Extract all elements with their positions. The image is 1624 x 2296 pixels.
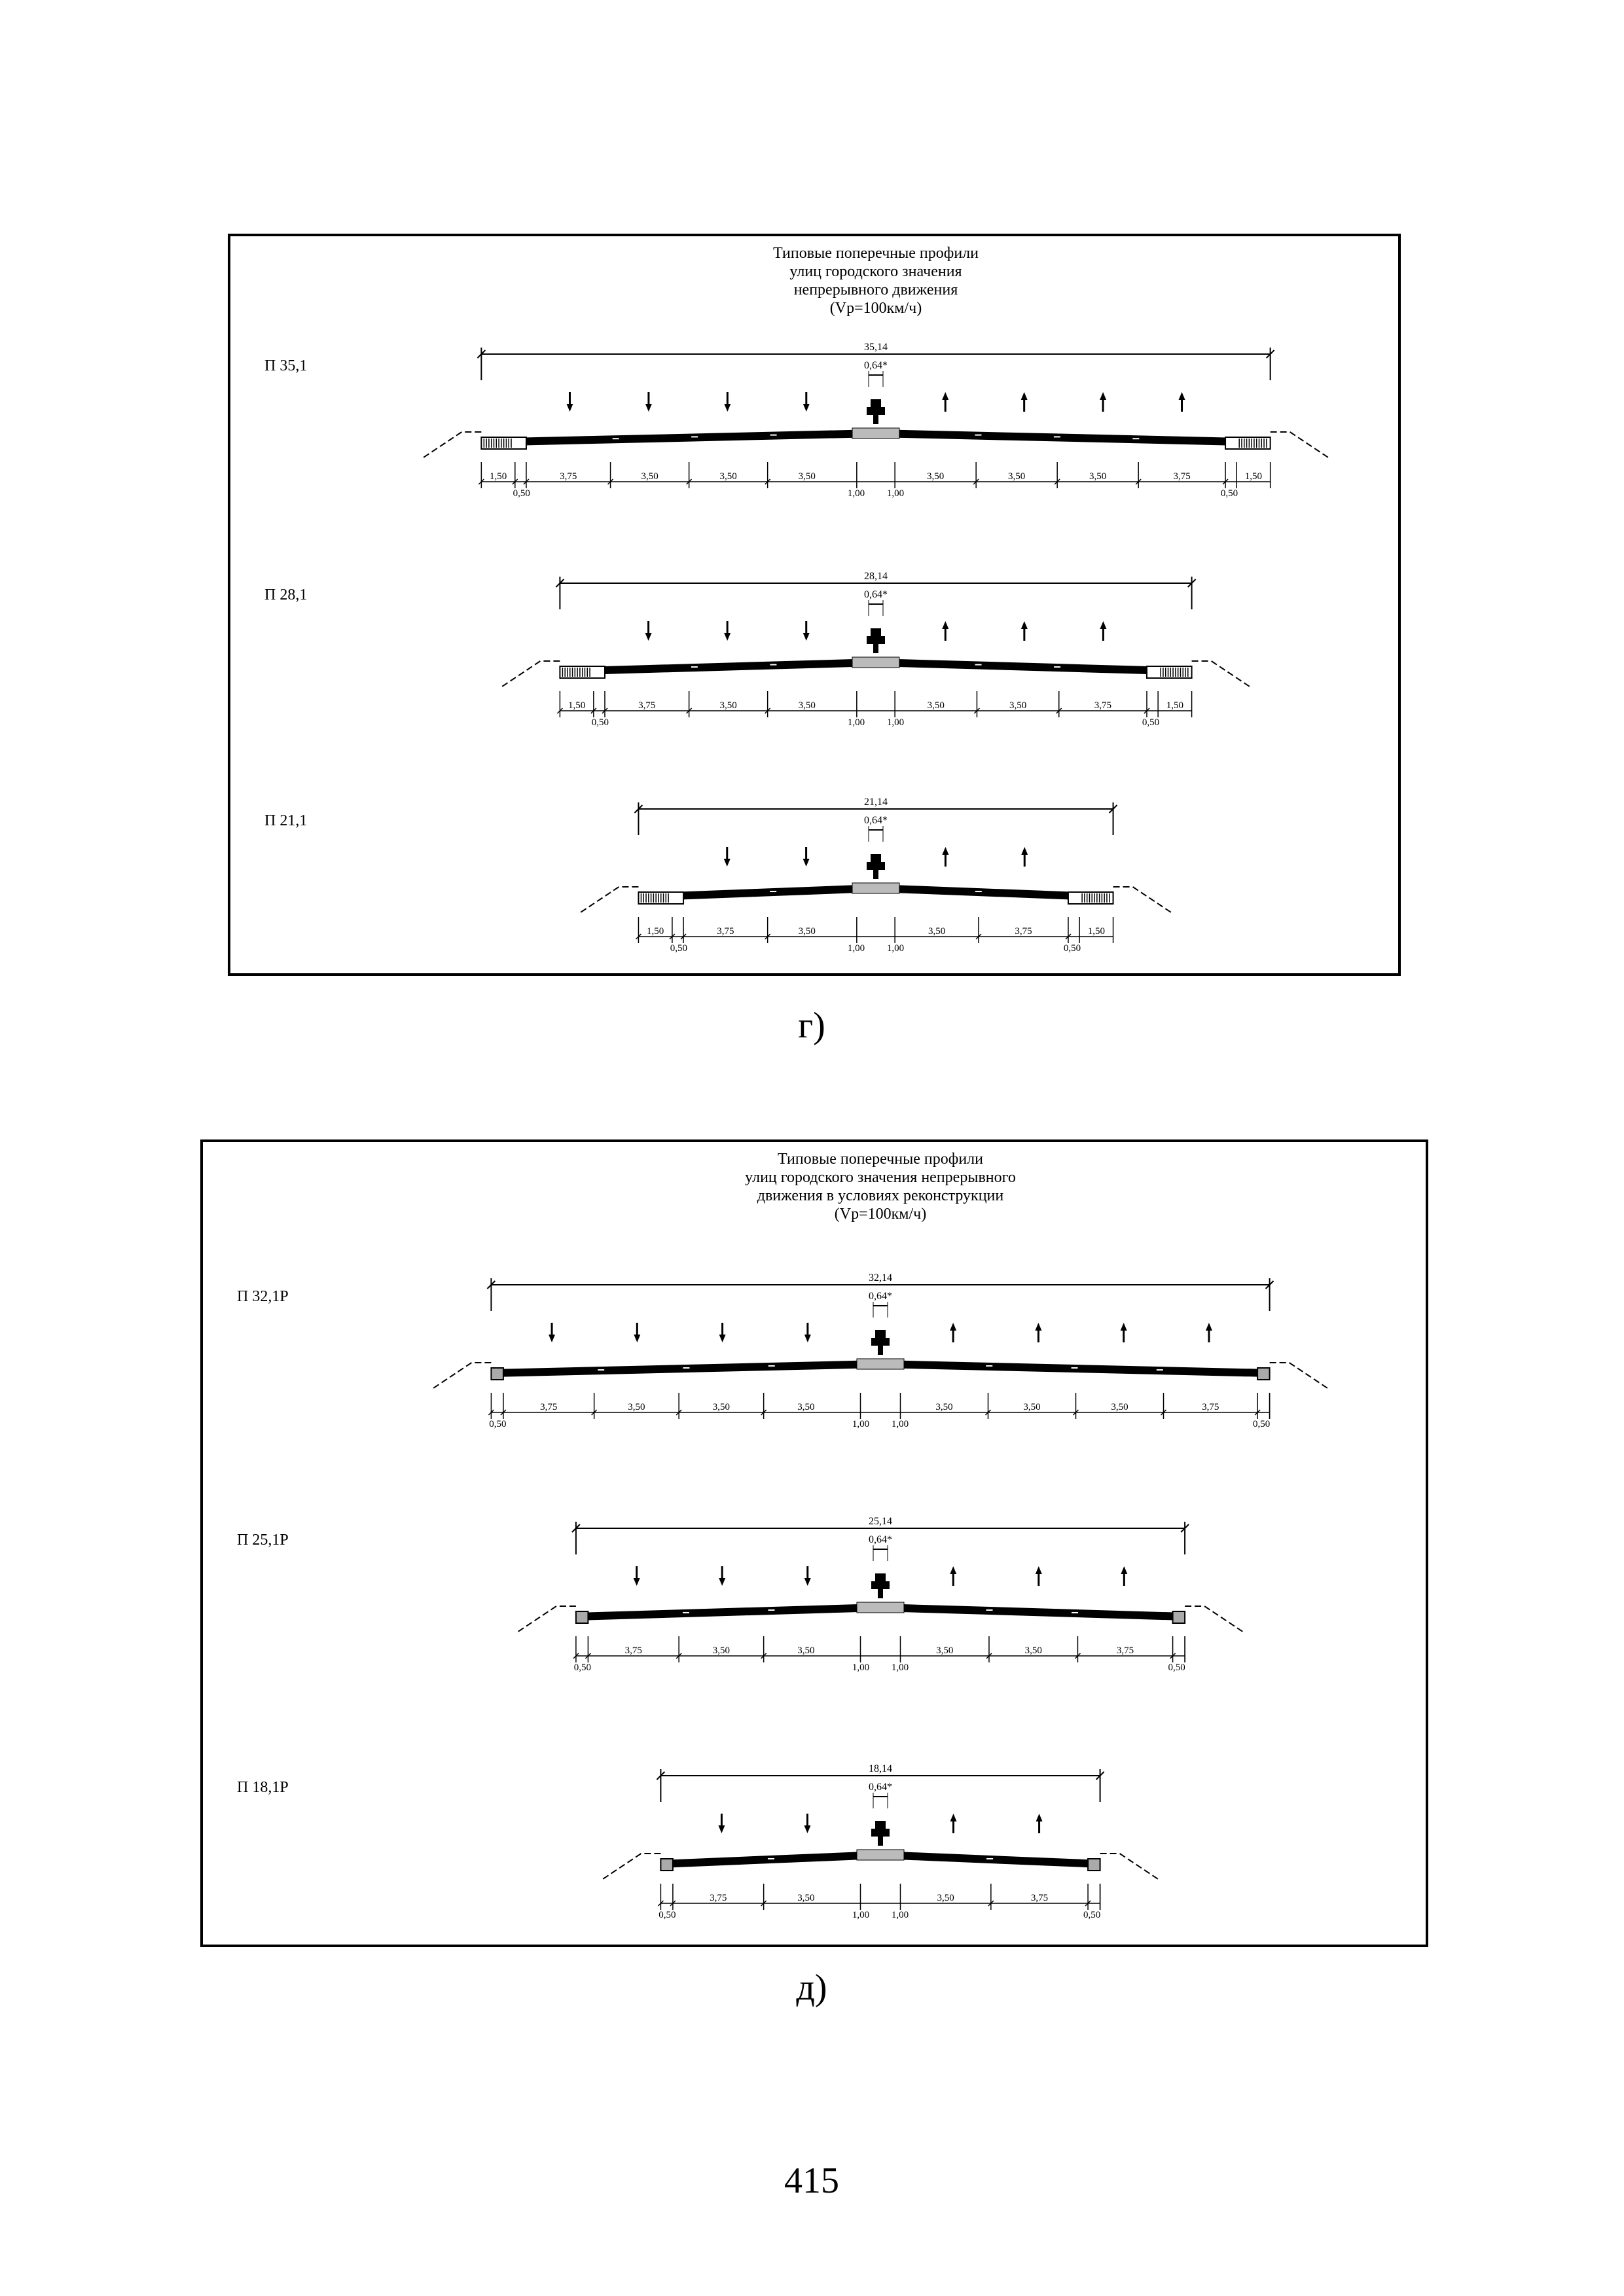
panel-title-line: непрерывного движения — [793, 281, 958, 298]
embankment-slope-left — [602, 1854, 660, 1880]
direction-arrow-up — [950, 1814, 957, 1821]
direction-arrow-down — [566, 404, 573, 412]
median-width-label: 0,64* — [869, 1534, 892, 1545]
segment-width-label: 3,75 — [624, 1645, 642, 1656]
curb-left — [660, 1859, 672, 1871]
direction-arrow-up — [950, 1323, 956, 1331]
direction-arrow-down — [804, 1335, 811, 1342]
direction-arrow-down — [724, 859, 731, 867]
segment-width-label: 3,50 — [641, 471, 659, 482]
median-offset-label: 1,00 — [847, 488, 865, 499]
embankment-slope-left — [579, 887, 638, 913]
segment-width-label: 1,50 — [568, 700, 586, 711]
median-barrier — [875, 1573, 886, 1583]
direction-arrow-down — [804, 1825, 810, 1833]
segment-width-label: 3,50 — [936, 1645, 954, 1656]
lane-marking — [975, 664, 982, 666]
carriageway-left — [660, 1851, 880, 1868]
panel-g-drawing — [230, 236, 1403, 978]
median-barrier — [873, 415, 878, 424]
median-offset-label: 1,00 — [847, 943, 865, 954]
total-width-label: 35,14 — [864, 342, 888, 353]
profiles-panel-d — [200, 1139, 1428, 1947]
total-width-label: 25,14 — [869, 1516, 892, 1527]
median-barrier — [873, 870, 878, 879]
carriageway-left — [491, 1360, 880, 1377]
direction-arrow-down — [718, 1825, 725, 1833]
panel-title-line: Типовые поперечные профили — [772, 245, 979, 262]
median-offset-label: 1,00 — [847, 717, 865, 728]
segment-width-label: 3,50 — [712, 1402, 731, 1412]
median-offset-label: 1,00 — [891, 1662, 909, 1673]
direction-arrow-up — [1035, 1323, 1041, 1331]
direction-arrow-down — [804, 1578, 811, 1586]
median-offset-label: 1,00 — [852, 1662, 870, 1673]
median-width-label: 0,64* — [864, 589, 888, 600]
median-barrier — [878, 1837, 883, 1846]
direction-arrow-down — [724, 633, 731, 641]
lane-marking — [1072, 1367, 1078, 1369]
segment-width-label: 3,50 — [1089, 471, 1107, 482]
median-width-label: 0,64* — [869, 1782, 892, 1793]
direction-arrow-down — [645, 633, 652, 641]
curb-left — [576, 1611, 588, 1623]
profiles-panel-g — [228, 234, 1401, 976]
profile-label: П 28,1 — [264, 586, 308, 603]
median-strip — [857, 1359, 904, 1369]
median-barrier — [871, 1581, 890, 1589]
lane-marking — [613, 438, 619, 439]
caption-g: г) — [798, 1005, 825, 1046]
segment-width-label: 3,50 — [719, 471, 737, 482]
lane-marking — [975, 435, 981, 436]
direction-arrow-down — [645, 404, 652, 412]
segment-width-label: 3,50 — [1023, 1402, 1041, 1412]
direction-arrow-up — [1021, 847, 1028, 855]
segment-width-label: 3,50 — [797, 1402, 815, 1412]
segment-width-label: 3,50 — [719, 700, 737, 711]
lane-marking — [768, 1858, 774, 1859]
direction-arrow-up — [1036, 1566, 1042, 1574]
segment-width-label: 3,50 — [935, 1402, 953, 1412]
embankment-slope-right — [1271, 432, 1329, 458]
profile-label: П 18,1Р — [237, 1779, 289, 1796]
segment-width-label: 3,75 — [540, 1402, 558, 1412]
lane-marking — [986, 1858, 993, 1859]
median-barrier — [878, 1346, 883, 1355]
profile-label: П 21,1 — [264, 812, 308, 829]
lane-marking — [986, 1365, 992, 1367]
median-offset-label: 1,00 — [886, 717, 905, 728]
curb-right — [1173, 1611, 1185, 1623]
lane-marking — [691, 436, 698, 437]
cross-section-profile — [237, 1272, 1329, 1429]
direction-arrow-down — [719, 1578, 725, 1586]
direction-arrow-up — [1206, 1323, 1212, 1331]
embankment-slope-left — [422, 432, 481, 458]
total-width-label: 32,14 — [869, 1272, 892, 1283]
segment-width-label: 1,50 — [1244, 471, 1263, 482]
direction-arrow-down — [719, 1335, 726, 1342]
median-width-label: 0,64* — [864, 360, 888, 371]
direction-arrow-up — [1021, 392, 1028, 400]
segment-width-label: 3,50 — [1111, 1402, 1128, 1412]
profile-label: П 35,1 — [264, 357, 308, 374]
direction-arrow-up — [942, 392, 948, 400]
segment-width-label: 3,50 — [927, 700, 945, 711]
median-width-label: 0,64* — [864, 815, 888, 826]
carriageway-left — [560, 658, 876, 675]
segment-width-label: 1,50 — [489, 471, 507, 482]
median-offset-label: 1,00 — [852, 1419, 870, 1429]
median-barrier — [871, 1829, 890, 1837]
segment-width-label: 1,50 — [647, 926, 664, 937]
curb-width-label: 0,50 — [659, 1910, 676, 1920]
direction-arrow-down — [803, 859, 810, 867]
segment-width-label: 3,75 — [1030, 1893, 1049, 1903]
direction-arrow-up — [1121, 1323, 1127, 1331]
caption-d: д) — [796, 1967, 827, 2008]
embankment-slope-right — [1100, 1854, 1159, 1880]
embankment-slope-left — [432, 1363, 491, 1389]
profile-label: П 32,1Р — [237, 1288, 289, 1305]
curb-width-label: 0,50 — [489, 1419, 507, 1429]
lane-marking — [770, 664, 776, 666]
curb-width-label: 0,50 — [1083, 1910, 1101, 1920]
cross-section-profile — [264, 571, 1251, 728]
embankment-slope-right — [1270, 1363, 1329, 1389]
direction-arrow-down — [549, 1335, 555, 1342]
curb-width-label: 0,50 — [1252, 1419, 1271, 1429]
curb-left — [491, 1368, 503, 1380]
curb-width-label: 0,50 — [513, 488, 530, 499]
median-barrier — [875, 1821, 886, 1830]
cross-section-profile — [264, 342, 1329, 499]
panel-title-line: улиц городского значения — [789, 263, 962, 280]
segment-width-label: 3,50 — [937, 1893, 954, 1903]
segment-width-label: 3,75 — [717, 926, 734, 937]
segment-width-label: 3,75 — [560, 471, 577, 482]
curb-right — [1088, 1859, 1100, 1871]
lane-marking — [1054, 436, 1060, 437]
embankment-slope-right — [1185, 1606, 1244, 1632]
lane-marking — [1132, 438, 1139, 439]
segment-width-label: 3,75 — [710, 1893, 727, 1903]
lane-marking — [975, 891, 982, 892]
curb-width-label: 0,50 — [591, 717, 609, 728]
curb-width-label: 0,50 — [1220, 488, 1238, 499]
panel-title-line: (Vр=100км/ч) — [834, 1206, 927, 1223]
panel-title-line: улиц городского значения непрерывного — [745, 1169, 1016, 1186]
embankment-slope-left — [501, 661, 560, 687]
total-width-label: 28,14 — [864, 571, 888, 582]
direction-arrow-down — [634, 1578, 640, 1586]
segment-width-label: 3,75 — [1094, 700, 1112, 711]
direction-arrow-down — [724, 404, 731, 412]
lane-marking — [768, 1609, 774, 1611]
direction-arrow-up — [950, 1566, 956, 1574]
segment-width-label: 3,50 — [798, 700, 816, 711]
segment-width-label: 3,75 — [1202, 1402, 1219, 1412]
lane-marking — [691, 666, 698, 668]
lane-marking — [683, 1367, 689, 1369]
embankment-slope-right — [1113, 887, 1172, 913]
median-barrier — [867, 636, 885, 644]
segment-width-label: 3,50 — [1009, 700, 1027, 711]
direction-arrow-down — [803, 404, 810, 412]
direction-arrow-up — [1121, 1566, 1127, 1574]
direction-arrow-down — [634, 1335, 640, 1342]
median-barrier — [871, 1338, 890, 1346]
cross-section-profile — [237, 1763, 1159, 1920]
segment-width-label: 3,75 — [1173, 471, 1191, 482]
panel-d-drawing — [203, 1142, 1431, 1950]
carriageway-right — [876, 429, 1271, 446]
segment-width-label: 3,50 — [797, 1893, 815, 1903]
cross-section-profile — [237, 1516, 1244, 1673]
total-width-label: 18,14 — [869, 1763, 892, 1774]
median-barrier — [871, 628, 881, 637]
segment-width-label: 3,50 — [712, 1645, 731, 1656]
segment-width-label: 1,50 — [1166, 700, 1184, 711]
curb-width-label: 0,50 — [573, 1662, 592, 1673]
direction-arrow-up — [1021, 621, 1028, 629]
segment-width-label: 3,75 — [638, 700, 656, 711]
segment-width-label: 3,50 — [928, 926, 946, 937]
lane-marking — [598, 1369, 604, 1371]
segment-width-label: 3,50 — [798, 471, 816, 482]
median-barrier — [878, 1589, 883, 1598]
carriageway-right — [876, 658, 1192, 675]
median-offset-label: 1,00 — [891, 1910, 909, 1920]
median-barrier — [871, 399, 881, 408]
embankment-slope-left — [517, 1606, 576, 1632]
median-offset-label: 1,00 — [886, 488, 905, 499]
segment-width-label: 3,75 — [1015, 926, 1032, 937]
segment-width-label: 3,50 — [797, 1645, 815, 1656]
median-offset-label: 1,00 — [852, 1910, 870, 1920]
curb-right — [1257, 1368, 1270, 1380]
curb-width-label: 0,50 — [1063, 943, 1081, 954]
segment-width-label: 3,50 — [798, 926, 816, 937]
curb-width-label: 0,50 — [1168, 1662, 1185, 1673]
carriageway-left — [576, 1604, 880, 1621]
lane-marking — [986, 1609, 993, 1611]
segment-width-label: 3,50 — [1008, 471, 1026, 482]
lane-marking — [1054, 666, 1060, 668]
median-width-label: 0,64* — [869, 1291, 892, 1302]
carriageway-right — [880, 1604, 1185, 1621]
panel-title-line: Типовые поперечные профили — [777, 1151, 984, 1168]
segment-width-label: 1,50 — [1087, 926, 1105, 937]
direction-arrow-up — [942, 847, 948, 855]
median-strip — [852, 883, 899, 893]
page-number: 415 — [784, 2161, 839, 2201]
lane-marking — [770, 891, 776, 892]
curb-width-label: 0,50 — [1142, 717, 1160, 728]
panel-title-line: (Vр=100км/ч) — [829, 300, 922, 317]
direction-arrow-up — [942, 621, 948, 629]
cross-section-profile — [264, 797, 1172, 954]
segment-width-label: 3,50 — [628, 1402, 645, 1412]
lane-marking — [1157, 1369, 1163, 1371]
direction-arrow-up — [1179, 392, 1185, 400]
median-barrier — [871, 854, 881, 863]
curb-width-label: 0,50 — [670, 943, 688, 954]
median-offset-label: 1,00 — [891, 1419, 909, 1429]
median-barrier — [873, 644, 878, 653]
median-barrier — [875, 1330, 886, 1339]
direction-arrow-down — [803, 633, 810, 641]
median-strip — [852, 657, 899, 668]
lane-marking — [770, 435, 777, 436]
total-width-label: 21,14 — [864, 797, 888, 808]
lane-marking — [1072, 1612, 1078, 1613]
median-strip — [857, 1602, 904, 1613]
embankment-slope-right — [1192, 661, 1251, 687]
segment-width-label: 3,50 — [1024, 1645, 1042, 1656]
median-strip — [857, 1850, 904, 1860]
lane-marking — [768, 1365, 775, 1367]
direction-arrow-up — [1100, 621, 1106, 629]
lane-marking — [683, 1612, 689, 1613]
median-barrier — [867, 862, 885, 870]
median-offset-label: 1,00 — [886, 943, 905, 954]
carriageway-right — [880, 1851, 1100, 1868]
median-strip — [852, 428, 899, 439]
profile-label: П 25,1Р — [237, 1532, 289, 1549]
segment-width-label: 3,50 — [927, 471, 945, 482]
carriageway-left — [481, 429, 876, 446]
median-barrier — [867, 407, 885, 415]
panel-title-line: движения в условиях реконструкции — [757, 1187, 1004, 1204]
carriageway-right — [880, 1360, 1270, 1377]
direction-arrow-up — [1100, 392, 1106, 400]
segment-width-label: 3,75 — [1116, 1645, 1134, 1656]
direction-arrow-up — [1036, 1814, 1043, 1821]
